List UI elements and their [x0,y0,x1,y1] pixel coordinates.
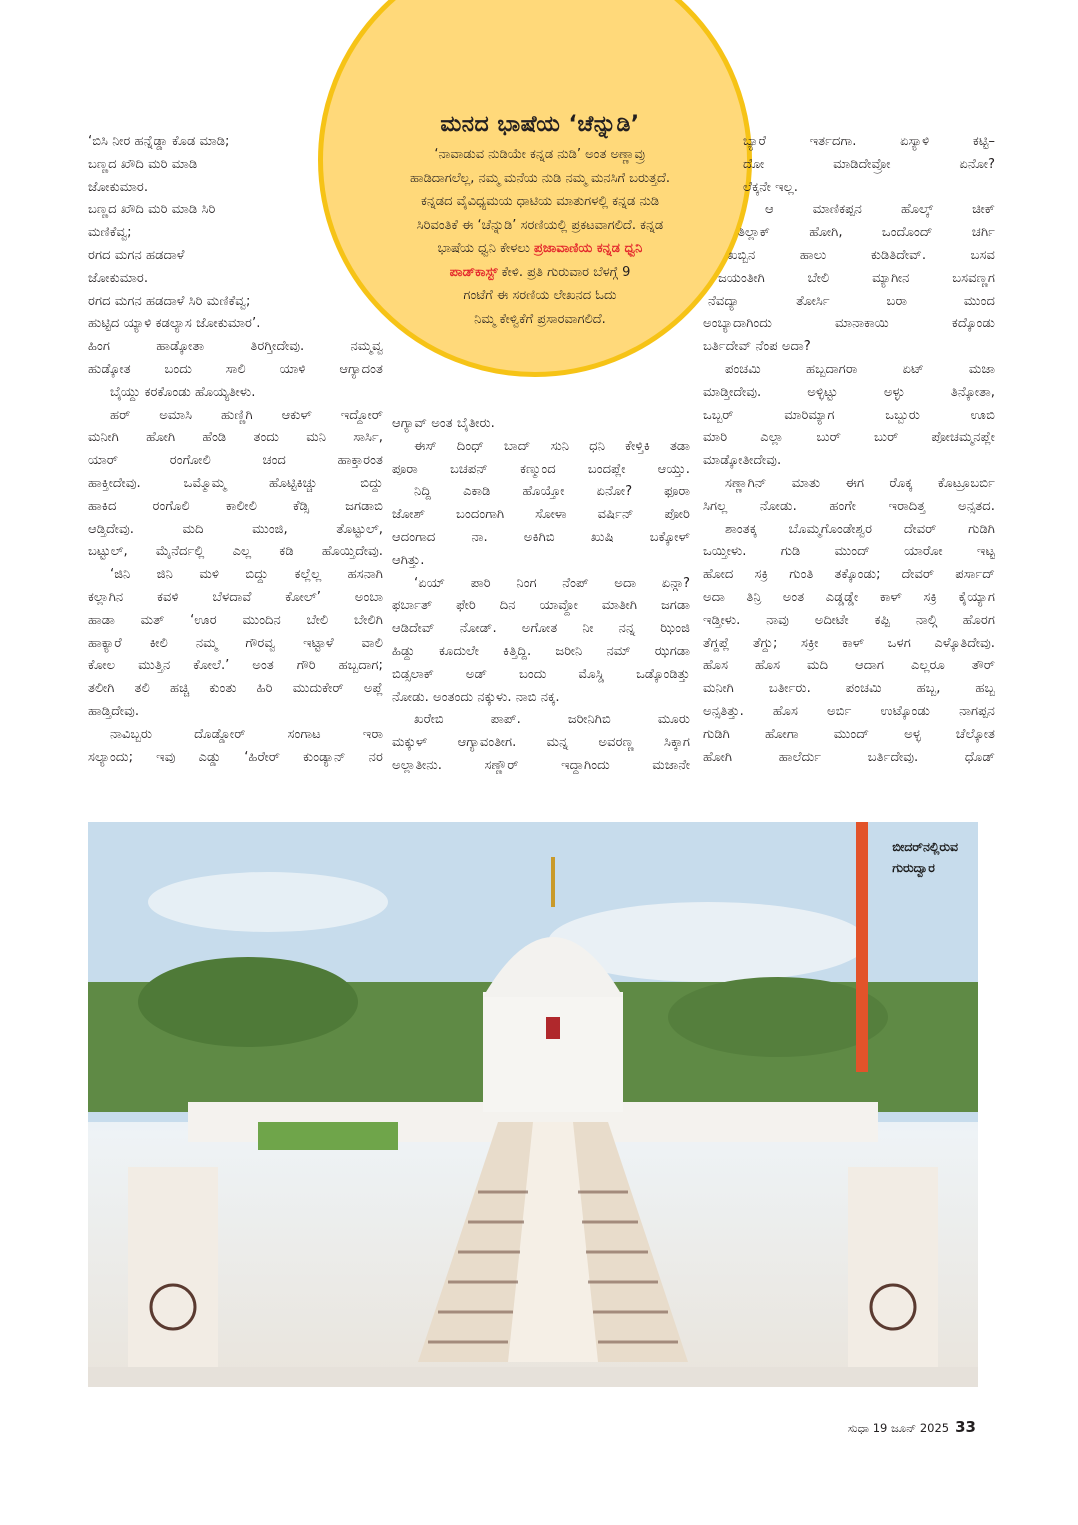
article-line: ಹಾಡಾ ಮತ್ ‘ಊರ ಮುಂದಿನ ಬೇಲಿ ಬೇಲಿಗಿ [88,612,383,628]
photo-caption [892,836,958,878]
article-line: ಆಗಿತ್ತು. [392,552,425,568]
feature-line: ಗಂಟೆಗೆ ಈ ಸರಣಿಯ ಲೇಖನದ ಓದು [463,288,617,303]
article-line: ಬರ್ತಿದೇವ್ ನೆಂಪ ಅದಾ? [703,339,811,355]
article-line: ಮನೀಗಿ ಬರ್ತೀರು. ಪಂಚಮಿ ಹಬ್ಬ, ಹಬ್ಬ [703,681,995,697]
feature-line: ಸಿರಿವಂತಿಕೆ ಈ ‘ಚೆನ್ನುಡಿ’ ಸರಣಿಯಲ್ಲಿ ಪ್ರಕಟವಾಗಲಿದೆ. ಕನ್ನಡ [416,217,664,233]
article-line: ನೆವದ್ಯಾ ತೋರ್ಸಿ ಬರಾ ಮುಂದ [708,293,995,309]
feature-line: ಕನ್ನಡದ ವೈವಿಧ್ಯಮಯ ಧಾಟಿಯ ಮಾತುಗಳಲ್ಲಿ ಕನ್ನಡ ನುಡಿ [420,194,660,209]
article-line: ತಲೀಗಿ ತಲಿ ಹಚ್ಚಿ ಕುಂತು ಹಿರಿ ಮುದುಕೇರ್ ಅಪ್ಲೆ [88,681,383,697]
article-line: ಗುಡಿಗಿ ಹೋಗಾ ಮುಂದ್ ಅಳ್ಳ ಚೆಲ್ಕೋತ [703,726,995,742]
article-line: ಹಾಕಿದ ರಂಗೊಲಿ ಕಾಲೀಲಿ ಕೆಡ್ಸಿ ಜಗಡಾಬಿ [88,498,383,514]
article-line: ರಗದ ಮಗನ ಹಡದಾಳೆ [88,247,185,263]
article-line: ಹರ್ ಅಮಾಸಿ ಹುಣ್ಣಿಗಿ ಆಕುಳ್ ಇದ್ದೋರ್ [110,407,383,423]
article-line: ಅಲ್ಲಾತೀನು. ಸಣ್ಣೌರ್ ಇದ್ದಾಗಿಂದು ಮಜಾನೇ [392,757,690,773]
article-line: ಕಲ್ಲಾಗಿನ ಕವಳಿ ಬೆಳದಾವೆ ಕೋಲ್’ ಅಂಬಾ [88,589,383,605]
gurudwara-photo [88,822,978,1387]
article-line: ಆದಂಗಾದ ನಾ. ಅಕಿಗಿಬಿ ಖುಷಿ ಬಕ್ಕೋಳ್ [392,529,690,545]
article-line: ಬಟ್ಟುಲ್, ಮೈನೆರ್ದಲ್ಲಿ ಎಲ್ಲ ಕಡಿ ಹೊಯ್ತಿದೇವು. [88,544,383,560]
article-line: ಅನ್ಸತಿತ್ತು. ಹೊಸ ಅರ್ಬಿ ಉಟ್ಕೊಂಡು ನಾಗಪ್ಪನ [703,703,995,719]
podcast-link-part1[interactable]: ಪ್ರಜಾವಾಣಿಯ ಕನ್ನಡ ಧ್ವನಿ [534,241,643,256]
feature-line: ‘ನಾವಾಡುವ ನುಡಿಯೇ ಕನ್ನಡ ನುಡಿ’ ಅಂತ ಅಣ್ಣಾವ್ರು [434,147,646,162]
feature-text: ಕೇಳಿ. ಪ್ರತಿ ಗುರುವಾರ ಬೆಳಗ್ಗೆ 9 [497,264,631,280]
article-column-1 [88,131,383,769]
feature-line [340,261,740,285]
article-line: ನೋಡು. ಅಂತಂದು ನಕ್ಕುಳು. ನಾಬಿ ನಕ್ಕ. [392,689,560,705]
article-line: ನಾವಿಬ್ಬರು ದೊಡ್ಡೋರ್ ಸಂಗಾಟ ಇರಾ [110,726,383,742]
article-line: ಶಾಂತಕ್ಕ ಬೊಮ್ಮಗೊಂಡೇಶ್ವರ ದೇವರ್ ಗುಡಿಗಿ [725,521,995,537]
article-line: ಹೊಸ ಹೊಸ ಮದಿ ಆದಾಗ ಎಲ್ಲರೂ ತೌರ್ [703,658,995,674]
article-line: ರಗದ ಮಗನ ಹಡದಾಳೆ ಸಿರಿ ಮಣಿಕೆವ್ವ; [88,293,251,309]
article-line: ಜೋಕುಮಾರ. [88,270,149,286]
article-line: ಹಿಡ್ದು ಕೂದುಲೇ ಕಿತ್ತಿದ್ದಿ. ಜರೀನಿ ನಮ್ ಝಗಡಾ [392,643,690,659]
article-line: ‘ಜಿನಿ ಜಿನಿ ಮಳಿ ಬಿದ್ದು ಕಲ್ಲೆಲ್ಲ ಹಸನಾಗಿ [110,567,383,583]
article-line: ಮಕ್ಕುಳ್ ಆಗ್ಯಾವಂತೀಗ. ಮನ್ನ ಅವರಣ್ಣ ಸಿಕ್ಕಾಗ [392,735,690,751]
article-line: ಹಾಕ್ಯಾರೆ ಕೀಲಿ ನಮ್ಮ ಗೌರವ್ವ ಇಟ್ಟಾಳೆ ವಾಲಿ [88,635,383,651]
article-line: ಬಣ್ಣದ ಖೌದಿ ಮರಿ ಮಾಡಿ [88,156,198,172]
article-line: ಈಸ್ ದಿಂಧ್ ಬಾದ್ ಸುನಿ ಧನಿ ಕೇಳ್ತಿಕಿ ತಡಾ [414,438,690,454]
article-line: ನಿದ್ದಿ ಎಕಾಡಿ ಹೊಯ್ತೋ ಏನೋ? ಫೂರಾ [414,484,690,500]
article-column-3 [703,131,995,769]
article-line: ಮಾರಿ ಎಲ್ಲಾ ಬುರ್ ಬುರ್ ಪೋಚಮ್ಮನಪ್ಲೇ [703,430,995,446]
article-line: ಹೋಗಿ ಹಾಲೆರ್ದು ಬರ್ತಿದೇವು. ಧೊಡ್ [703,749,995,765]
article-line: ಹಾಕ್ತೀದೇವು. ಒಮ್ಮೊಮ್ಮ ಹೊಟ್ಟಿಕಿಚ್ಚು ಬಿದ್ದು [88,475,383,491]
article-line: ಯಾರ್ ರಂಗೋಲಿ ಚಂದ ಹಾಕ್ತಾರಂತ [88,453,383,469]
article-line: ಜೋಕುಮಾರ. [88,179,149,195]
article-line: ಕೋಲ ಮುತ್ತಿನ ಕೋಲೆ.’ ಅಂತ ಗೌರಿ ಹಬ್ಬದಾಗ; [88,658,383,674]
article-line: ತಿಲ್ಲಾಕ್ ಹೋಗಿ, ಒಂದೊಂದ್ ಚರ್ಗಿ [738,225,995,241]
page-number: 33 [955,1418,976,1436]
article-line: ಇಡ್ತೀಳು. ನಾವು ಅದೀಟೇ ಕಪ್ಪಿ ನಾಲ್ಗಿ ಹೊರಗ [703,612,995,628]
article-line: ಸಣ್ಣಾಗಿನ್ ಮಾತು ಈಗ ರೊಕ್ಕ ಕೊಟ್ರೂಬರ್ಬಿ [725,475,995,491]
article-line: ಹೋದ ಸಕ್ರಿ ಗುಂತಿ ತಕ್ಕೊಂಡು; ದೇವರ್ ಪರ್ಸಾದ್ [703,567,995,583]
article-line: ಹುಟ್ಟಿದ ಯ್ಯಾಳಿ ಕಡಲ್ಯಾಸ ಜೋಕುಮಾರ’. [88,316,261,332]
photo-illustration [88,822,978,1387]
feature-text: ಭಾಷೆಯ ಧ್ವನಿ ಕೇಳಲು [437,241,534,256]
article-line: ಮನೀಗಿ ಹೋಗಿ ಹೆಂಡಿ ತಂದು ಮನಿ ಸಾರ್ಸಿ, [88,430,383,446]
article-line: ಮಾಡ್ತೀದೇವು. ಅಳ್ಳಿಟ್ಟು ಅಳ್ಳು ತಿನ್ಕೋತಾ, [703,384,995,400]
magazine-date: ಸುಧಾ 19 ಜೂನ್ 2025 [847,1421,950,1435]
article-line: ಮಣಿಕೆವ್ವ; [88,225,132,241]
article-line: ಅದಾ ತಿನ್ರಿ ಅಂತ ಎಡ್ಡಡ್ಡೇ ಕಾಳ್ ಸಕ್ರಿ ಕೈಯ್ಯಾಗ [703,589,995,605]
article-line: ಆಡಿದೇವ್ ನೋಡ್. ಅಗೋತ ನೀ ನನ್ನ ಝಿಂಜಿ [392,621,690,637]
feature-title: ಮನದ ಭಾಷೆಯ ‘ಚೆನ್ನುಡಿ’ [440,112,640,137]
article-line: ಹಾಡ್ತಿದೇವು. [88,703,140,719]
article-line: ಸಿಗಲ್ಲ ನೋಡು. ಹಂಗೇ ಇರಾದಿತ್ತ ಅನ್ಸತದ. [703,498,995,514]
article-line: ಮಾಡ್ಕೋತೀದೇವು. [703,453,782,469]
article-line: ಹಿಂಗ ಹಾಡ್ಕೋತಾ ತಿರಗ್ತೀದೇವು. ನಮ್ಮವ್ವ [88,339,383,355]
article-line: ಪಂಚಮಿ ಹಬ್ಬದಾಗರಾ ಏಟ್ ಮಜಾ [725,361,995,377]
article-line: ಖರೇಬಿ ಪಾಪ್. ಜರೀನಿಗಿಬಿ ಮೂರು [414,712,690,728]
feature-line: ನಿಮ್ಮ ಕೇಳ್ವಿಕೆಗೆ ಪ್ರಸಾರವಾಗಲಿದೆ. [474,311,606,327]
article-line: ಬಿಡ್ಸಲಾಕ್ ಅಡ್ ಬಂದು ಮೊಸ್ಡಿ ಒಡ್ಕೊಂಡಿತ್ತು [392,666,690,682]
feature-line: ಹಾಡಿದಾಗಲೆಲ್ಲ, ನಮ್ಮ ಮನೆಯ ನುಡಿ ನಮ್ಮ ಮನಸಿಗೆ ಬರುತ್ತದೆ. [409,170,671,186]
article-line: ಜೋಶ್ ಬಂದಂಗಾಗಿ ಸೋಳಾ ವರ್ಷಿನ್ ಪೋರಿ [392,507,690,523]
caption-line: ಬೀದರ್‌ನಲ್ಲಿರುವ [892,839,958,854]
article-line: ಆಗ್ಯಾವ್ ಅಂತ ಬೈತೀರು. [392,416,495,431]
article-line: ಪೂರಾ ಬಚಪನ್ ಕಣ್ಮುಂದ ಬಂದಪ್ಲೇ ಆಯ್ತು. [392,461,690,477]
article-line: ಸಲ್ಯಾಂದು; ಇವು ಎಡ್ಡು ‘ಹಿರೇರ್ ಕುಂಡ್ಯಾನ್ ನರ [88,749,383,765]
article-line: ‘ಏಯ್ ಪಾರಿ ನಿಂಗ ನೆಂಪ್ ಅದಾ ಏನ್ಗಾ? [414,575,690,591]
article-line: ಬೈಯ್ದು ಕರಕೊಂಡು ಹೊಯ್ಯತೀಳು. [110,384,256,400]
podcast-link-part2[interactable]: ಪಾಡ್‌ಕಾಸ್ಟ್ [449,264,498,280]
article-line: ‘ಬಿಸಿ ನೀರ ಹನ್ನೆಡ್ಡಾ ಕೊಡ ಮಾಡಿ; [88,134,230,149]
article-line: ತೆಗ್ದಪ್ಲೆ ತೆಗ್ದು; ಸಕ್ರೀ ಕಾಳ್ ಒಳಗ ಎಳ್ಕೊತಿದೇವು. [703,635,995,651]
article-line: ಜಯಂತೀಗಿ ಬೇಲಿ ಮ್ಯಾಗೀನ ಬಸವಣ್ಣಗ [718,270,995,286]
article-line: ಒಬ್ಬರ್ ಮಾರಿಮ್ಯಾಗ ಒಬ್ಬುರು ಊಬಿ [703,407,995,423]
article-line: ಆ ಮಾಣಿಕಪ್ಪನ ಹೊಲ್ಕ್ ಚೀಕ್ [765,202,995,218]
caption-line: ಗುರುದ್ವಾರ [892,860,935,875]
article-line: ಫರ್ಬಾತ್ ಫೇರಿ ದಿನ ಯಾವ್ದೋ ಮಾತೀಗಿ ಜಗಡಾ [392,598,690,614]
article-line: ದೋ ಮಾಡಿದೇವ್ರೋ ಏನೋ? [743,156,995,172]
article-line: ಬಣ್ಣದ ಖೌದಿ ಮರಿ ಮಾಡಿ ಸಿರಿ [88,202,216,218]
article-line: ಅಂಬ್ಯಾದಾಗಿಂದು ಮಾನಾಕಾಯಿ ಕದ್ಕೊಂಡು [703,316,995,332]
article-line: ಒಯ್ತೀಳು. ಗುಡಿ ಮುಂದ್ ಯಾರೋ ಇಟ್ಟ [703,544,995,560]
page-footer [848,1418,976,1436]
article-line: ಬ್ಯಾರೆ ಇರ್ತದಗಾ. ಏಸ್ಯಾಳಿ ಕಟ್ಟಿ– [743,134,995,149]
article-line: ಲೆಕ್ಕನೇ ಇಲ್ಲ. [743,179,798,195]
article-column-2 [392,413,690,778]
article-line: ಖಬ್ಬಿನ ಹಾಲು ಕುಡಿತಿದೇವ್. ಬಸವ [728,247,995,263]
feature-line [340,237,740,261]
article-line: ಆಡ್ತಿದೇವು. ಮದಿ ಮುಂಜಿ, ತೊಟ್ಟುಲ್, [88,521,383,537]
article-line: ಹುಡ್ಕೋತ ಬಂದು ಸಾಲಿ ಯಾಳಿ ಆಗ್ಯಾದಂತ [88,361,383,377]
feature-box [340,112,740,331]
